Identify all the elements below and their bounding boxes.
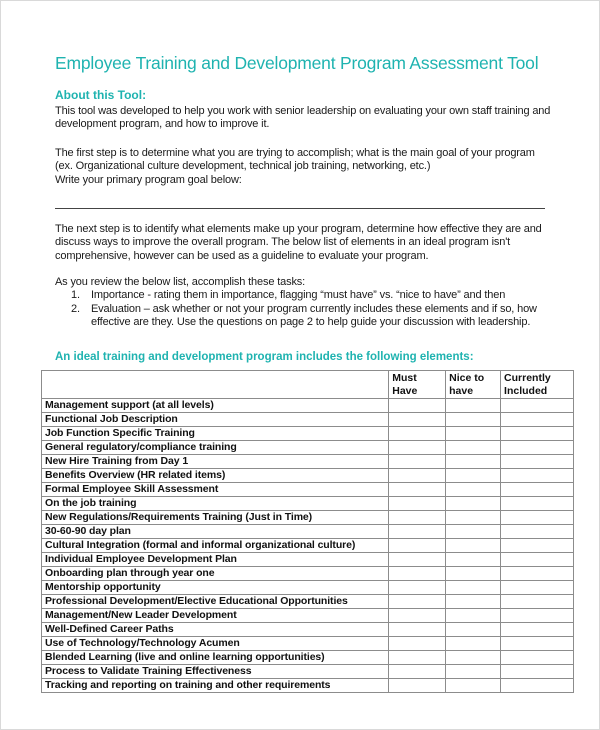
must-have-cell[interactable]: [389, 553, 446, 567]
table-row: [42, 511, 574, 525]
table-row: [42, 567, 574, 581]
nice-to-have-cell[interactable]: [446, 483, 501, 497]
review-intro: As you review the below list, accomplish these tasks:: [55, 276, 306, 288]
nice-to-have-cell[interactable]: [446, 455, 501, 469]
nice-to-have-cell[interactable]: [446, 595, 501, 609]
table-row: [42, 413, 574, 427]
task-item: [55, 289, 555, 302]
table-row: [42, 665, 574, 679]
table-row: [42, 581, 574, 595]
currently-included-cell[interactable]: [501, 441, 574, 455]
currently-included-cell[interactable]: [501, 539, 574, 553]
currently-included-cell[interactable]: [501, 623, 574, 637]
currently-included-cell[interactable]: [501, 609, 574, 623]
intro-paragraph: This tool was developed to help you work with senior leadership on evaluating your own staff training and development program, and how to improve it.: [55, 105, 551, 131]
table-row: [42, 469, 574, 483]
table-row: [42, 679, 574, 693]
must-have-cell[interactable]: [389, 413, 446, 427]
table-row: [42, 441, 574, 455]
nice-to-have-cell[interactable]: [446, 567, 501, 581]
must-have-cell[interactable]: [389, 469, 446, 483]
nice-to-have-cell[interactable]: [446, 427, 501, 441]
must-have-cell[interactable]: [389, 623, 446, 637]
table-row: [42, 637, 574, 651]
write-goal-text: Write your primary program goal below:: [55, 173, 242, 186]
table-row: [42, 525, 574, 539]
nice-to-have-cell[interactable]: [446, 581, 501, 595]
element-name-cell: Cultural Integration (formal and informal organizational culture): [42, 539, 389, 553]
table-header-row: [42, 371, 574, 399]
column-header-must-have: Must Have: [389, 371, 446, 399]
element-name-cell: Professional Development/Elective Educational Opportunities: [42, 595, 389, 609]
nice-to-have-cell[interactable]: [446, 497, 501, 511]
element-name-cell: General regulatory/compliance training: [42, 441, 389, 455]
table-row: [42, 651, 574, 665]
element-name-cell: Functional Job Description: [42, 413, 389, 427]
must-have-cell[interactable]: [389, 637, 446, 651]
currently-included-cell[interactable]: [501, 651, 574, 665]
must-have-cell[interactable]: [389, 651, 446, 665]
nice-to-have-cell[interactable]: [446, 511, 501, 525]
nice-to-have-cell[interactable]: [446, 651, 501, 665]
element-name-cell: Onboarding plan through year one: [42, 567, 389, 581]
currently-included-cell[interactable]: [501, 497, 574, 511]
must-have-cell[interactable]: [389, 665, 446, 679]
must-have-cell[interactable]: [389, 525, 446, 539]
must-have-cell[interactable]: [389, 399, 446, 413]
must-have-cell[interactable]: [389, 539, 446, 553]
table-row: [42, 399, 574, 413]
table-row: [42, 609, 574, 623]
task-number: 1.: [71, 289, 80, 302]
element-name-cell: On the job training: [42, 497, 389, 511]
task-text: Evaluation – ask whether or not your program currently includes these elements and if so, how effective are they. Use the questions on page 2 to help guide your discussion with leadership.: [91, 302, 537, 328]
table-body: [42, 399, 574, 693]
currently-included-cell[interactable]: [501, 595, 574, 609]
currently-included-cell[interactable]: [501, 637, 574, 651]
table-row: [42, 455, 574, 469]
must-have-cell[interactable]: [389, 567, 446, 581]
column-header-nice-to-have: Nice to have: [446, 371, 501, 399]
element-name-cell: New Regulations/Requirements Training (Just in Time): [42, 511, 389, 525]
first-step-paragraph: [55, 147, 555, 187]
nice-to-have-cell[interactable]: [446, 679, 501, 693]
currently-included-cell[interactable]: [501, 665, 574, 679]
element-name-cell: Tracking and reporting on training and other requirements: [42, 679, 389, 693]
must-have-cell[interactable]: [389, 441, 446, 455]
task-item: [55, 303, 555, 330]
element-name-cell: Formal Employee Skill Assessment: [42, 483, 389, 497]
element-name-cell: Individual Employee Development Plan: [42, 553, 389, 567]
currently-included-cell[interactable]: [501, 679, 574, 693]
table-row: [42, 483, 574, 497]
element-name-cell: Management/New Leader Development: [42, 609, 389, 623]
task-number: 2.: [71, 302, 80, 315]
first-step-text: The first step is to determine what you are trying to accomplish; what is the main goal of your program (ex. Organizational culture development, technical job training, networking, etc.): [55, 147, 535, 173]
document-title: Employee Training and Development Program Assessment Tool: [55, 53, 539, 73]
must-have-cell[interactable]: [389, 455, 446, 469]
nice-to-have-cell[interactable]: [446, 525, 501, 539]
currently-included-cell[interactable]: [501, 469, 574, 483]
must-have-cell[interactable]: [389, 497, 446, 511]
nice-to-have-cell[interactable]: [446, 539, 501, 553]
must-have-cell[interactable]: [389, 609, 446, 623]
elements-table: [41, 370, 574, 693]
element-name-cell: Well-Defined Career Paths: [42, 623, 389, 637]
currently-included-cell[interactable]: [501, 567, 574, 581]
table-row: [42, 623, 574, 637]
must-have-cell[interactable]: [389, 679, 446, 693]
task-text: Importance - rating them in importance, flagging “must have” vs. “nice to have” and then: [91, 289, 506, 302]
currently-included-cell[interactable]: [501, 553, 574, 567]
currently-included-cell[interactable]: [501, 483, 574, 497]
element-name-cell: Mentorship opportunity: [42, 581, 389, 595]
currently-included-cell[interactable]: [501, 581, 574, 595]
goal-field[interactable]: [55, 208, 545, 209]
nice-to-have-cell[interactable]: [446, 469, 501, 483]
currently-included-cell[interactable]: [501, 399, 574, 413]
currently-included-cell[interactable]: [501, 525, 574, 539]
element-name-cell: Job Function Specific Training: [42, 427, 389, 441]
column-header-currently-included: Currently Included: [501, 371, 574, 399]
column-header-element: [42, 371, 389, 399]
element-name-cell: 30-60-90 day plan: [42, 525, 389, 539]
nice-to-have-cell[interactable]: [446, 413, 501, 427]
must-have-cell[interactable]: [389, 427, 446, 441]
element-name-cell: Benefits Overview (HR related items): [42, 469, 389, 483]
table-row: [42, 553, 574, 567]
currently-included-cell[interactable]: [501, 427, 574, 441]
nice-to-have-cell[interactable]: [446, 609, 501, 623]
must-have-cell[interactable]: [389, 581, 446, 595]
table-row: [42, 595, 574, 609]
currently-included-cell[interactable]: [501, 413, 574, 427]
nice-to-have-cell[interactable]: [446, 399, 501, 413]
table-row: [42, 427, 574, 441]
task-list: [55, 289, 555, 329]
table-row: [42, 539, 574, 553]
currently-included-cell[interactable]: [501, 455, 574, 469]
table-row: [42, 497, 574, 511]
elements-heading: An ideal training and development program includes the following elements:: [55, 351, 474, 363]
currently-included-cell[interactable]: [501, 511, 574, 525]
element-name-cell: Use of Technology/Technology Acumen: [42, 637, 389, 651]
nice-to-have-cell[interactable]: [446, 623, 501, 637]
must-have-cell[interactable]: [389, 511, 446, 525]
about-heading: About this Tool:: [55, 88, 147, 102]
nice-to-have-cell[interactable]: [446, 665, 501, 679]
nice-to-have-cell[interactable]: [446, 553, 501, 567]
element-name-cell: Process to Validate Training Effectiveness: [42, 665, 389, 679]
nice-to-have-cell[interactable]: [446, 637, 501, 651]
element-name-cell: New Hire Training from Day 1: [42, 455, 389, 469]
tasks-section: [55, 276, 555, 329]
must-have-cell[interactable]: [389, 483, 446, 497]
must-have-cell[interactable]: [389, 595, 446, 609]
element-name-cell: Management support (at all levels): [42, 399, 389, 413]
element-name-cell: Blended Learning (live and online learning opportunities): [42, 651, 389, 665]
nice-to-have-cell[interactable]: [446, 441, 501, 455]
next-step-paragraph: The next step is to identify what elements make up your program, determine how effective they are and discuss ways to improve the overall program. The below list of elements in an ideal program isn't comprehensive, however can be used as a guideline to evaluate your program.: [55, 223, 542, 262]
